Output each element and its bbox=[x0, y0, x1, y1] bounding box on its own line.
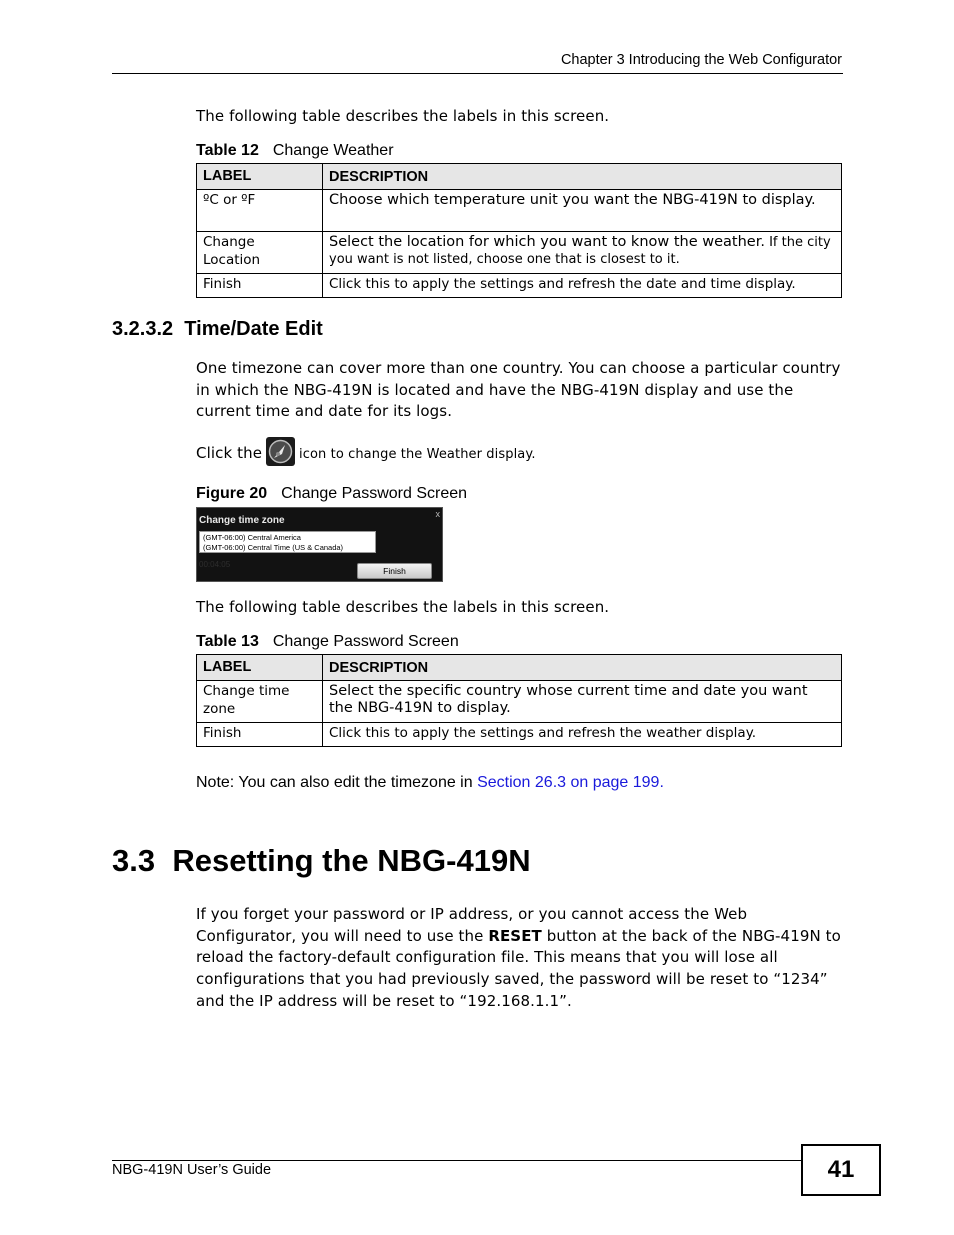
timezone-note bbox=[196, 774, 664, 792]
close-icon[interactable]: x bbox=[435, 509, 440, 519]
note-prefix: Note: You can also edit the timezone in bbox=[196, 774, 478, 791]
figure-20-title: Change Password Screen bbox=[281, 485, 468, 502]
table-12-row-2-description-main: Select the location for which you want to know the weather. bbox=[329, 234, 765, 250]
reset-paragraph-part-2: button at the back of the NBG-419N to reload the factory-default configuration file. This means that you will lose all configurations that you had previously saved, the password will be reset to “1234” and the IP address will be reset to “192.168.1.1”. bbox=[196, 926, 841, 1010]
table-row bbox=[197, 274, 842, 298]
table-13-header-label: LABEL bbox=[197, 655, 323, 681]
section-26-3-link[interactable]: Section 26.3 on page 199 bbox=[477, 774, 660, 791]
weather-icon bbox=[266, 437, 295, 466]
click-instruction bbox=[196, 439, 846, 468]
time-zone-option-1[interactable]: (GMT-06:00) Central America bbox=[203, 533, 301, 542]
table-13-row-2-description: Click this to apply the settings and refresh the weather display. bbox=[323, 723, 842, 747]
table-12-header-row bbox=[197, 164, 842, 190]
figure-20-number: Figure 20 bbox=[196, 485, 268, 502]
click-suffix: icon to change the Weather display. bbox=[299, 447, 536, 462]
note-suffix: . bbox=[659, 774, 664, 791]
change-time-zone-screenshot bbox=[196, 507, 443, 582]
footer-rule bbox=[112, 1160, 802, 1161]
click-prefix: Click the bbox=[196, 444, 263, 462]
time-zone-option-2[interactable]: (GMT-06:00) Central Time (US & Canada) bbox=[203, 543, 344, 552]
table-12-title: Change Weather bbox=[272, 142, 394, 159]
section-heading-3-3: 3.3 Resetting the NBG-419N bbox=[112, 843, 531, 878]
section-heading-3-2-3-2: 3.2.3.2 Time/Date Edit bbox=[112, 318, 323, 340]
figure-20-caption bbox=[196, 485, 467, 503]
table-13 bbox=[196, 654, 842, 747]
table-12-row-2-label: Change Location bbox=[197, 232, 323, 274]
table-13-title: Change Password Screen bbox=[272, 633, 459, 650]
timezone-paragraph: One timezone can cover more than one country. You can choose a particular country in which the NBG-419N is located and have the NBG-419N display and use the current time and date for its logs. bbox=[196, 359, 841, 421]
table-12-row-1-label: ºC or ºF bbox=[197, 190, 323, 232]
table-12-number: Table 12 bbox=[196, 142, 259, 159]
reset-paragraph bbox=[196, 904, 844, 1013]
table-12-header-label: LABEL bbox=[197, 164, 323, 190]
change-time-zone-title: Change time zone bbox=[199, 515, 285, 526]
reset-paragraph-part-1: If you forget your password or IP address, or you cannot access the Web Configurator, you will need to use the bbox=[196, 905, 748, 945]
footer-guide-title: NBG-419N User’s Guide bbox=[112, 1162, 272, 1178]
table-13-row-2-label: Finish bbox=[197, 723, 323, 747]
table-13-row-1-label: Change time zone bbox=[197, 681, 323, 723]
time-zone-select[interactable] bbox=[199, 531, 376, 553]
table-row bbox=[197, 723, 842, 747]
table-12-header-description: DESCRIPTION bbox=[323, 164, 842, 190]
table-12-row-3-description: Click this to apply the settings and refresh the date and time display. bbox=[323, 274, 842, 298]
table-row bbox=[197, 681, 842, 723]
intro-paragraph-1: The following table describes the labels in this screen. bbox=[196, 107, 610, 125]
page-number: 41 bbox=[801, 1144, 881, 1196]
intro-paragraph-2: The following table describes the labels in this screen. bbox=[196, 598, 610, 616]
table-13-row-1-description: Select the specific country whose current time and date you want the NBG-419N to display. bbox=[323, 681, 842, 723]
table-row bbox=[197, 190, 842, 232]
faint-time-readout: 00:04:05 bbox=[199, 560, 231, 569]
table-12-row-2-description-small: If the city you want is not listed, choose one that is closest to it. bbox=[329, 235, 831, 267]
table-row bbox=[197, 232, 842, 274]
table-12 bbox=[196, 163, 842, 298]
table-12-caption bbox=[196, 142, 394, 160]
table-13-number: Table 13 bbox=[196, 633, 259, 650]
table-13-header-row bbox=[197, 655, 842, 681]
finish-button[interactable]: Finish bbox=[357, 563, 432, 579]
reset-keyword: RESET bbox=[488, 926, 542, 945]
table-12-row-1-description: Choose which temperature unit you want the NBG-419N to display. bbox=[323, 190, 842, 232]
table-13-header-description: DESCRIPTION bbox=[323, 655, 842, 681]
table-12-row-3-label: Finish bbox=[197, 274, 323, 298]
table-13-caption bbox=[196, 633, 459, 651]
running-header: Chapter 3 Introducing the Web Configurator bbox=[560, 52, 842, 68]
table-12-row-2-description bbox=[323, 232, 842, 274]
header-rule bbox=[112, 73, 843, 74]
